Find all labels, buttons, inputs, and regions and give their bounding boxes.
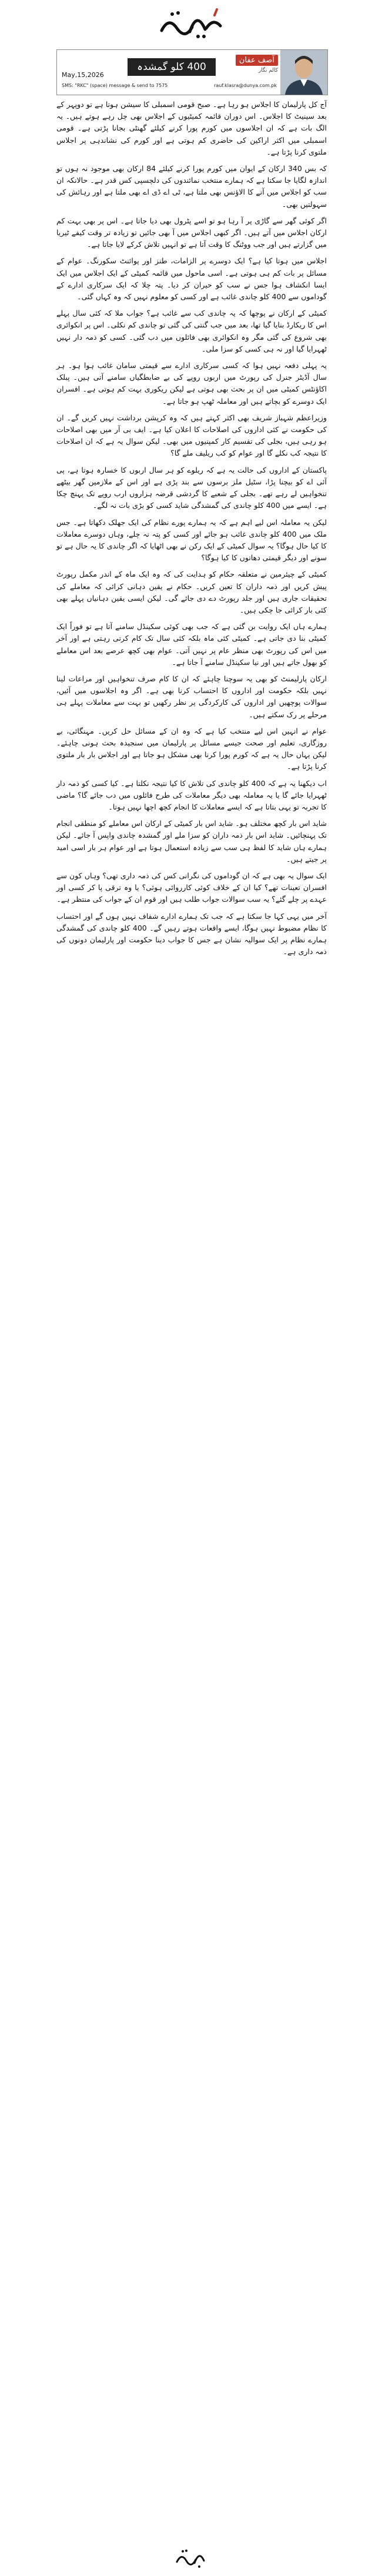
columnist-photo-icon — [280, 50, 327, 95]
article-paragraph: اجلاس میں ہوتا کیا ہے؟ ایک دوسرے پر الزامات، طنز اور پوائنٹ سکورنگ۔ عوام کے مسائل پر بات کم ہی ہوتی ہے۔ اسی ماحول میں قائمہ کمیٹی کے ایک اجلاس میں ایک ایسا انکشاف ہوا جس نے سب کو حیران کر دیا۔ پتہ چلا کہ ایک سرکاری ادارے کے گوداموں سے 400 کلو چاندی غائب ہے اور کسی کو معلوم نہیں کہ وہ کہاں گئی۔ — [56, 256, 327, 302]
author-email-link[interactable]: rauf.klasra@dunya.com.pk — [214, 83, 277, 88]
article-paragraph: اگر کوئی گھر سے گاڑی پر آ رہا ہو تو اسے پٹرول بھی دیا جاتا ہے۔ اس پر بھی بہت کم ارکان اجلاس میں آتے ہیں۔ اگر کبھی اجلاس میں آ بھی جائیں تو زیادہ تر وقت کیفے ٹیریا میں گزارتے ہیں اور جب ووٹنگ کا وقت آتا ہے تو انہیں تلاش کرکے لایا جاتا ہے۔ — [56, 216, 327, 249]
masthead — [0, 0, 382, 47]
article-paragraph: ارکان پارلیمنٹ کو بھی یہ سوچنا چاہئے کہ ان کا کام صرف تنخواہیں اور مراعات لینا نہیں بلکہ حکومت اور اداروں کا احتساب کرنا بھی ہے۔ اگر وہ اجلاسوں میں آئیں، سوالات پوچھیں اور اداروں کی کارکردگی پر نظر رکھیں تو بہت سے معاملات پہلے ہی مرحلے پر رک سکتے ہیں۔ — [56, 674, 327, 719]
article-paragraph: لیکن یہ معاملہ اس لیے اہم ہے کہ یہ ہمارے پورے نظام کی ایک جھلک دکھاتا ہے۔ جس ملک میں 400 کلو چاندی غائب ہو جائے اور کسی کو پتہ نہ چلے، وہاں دوسرے معاملات کا کیا حال ہوگا؟ یہ سوال کمیٹی کے ایک رکن نے بھی اٹھایا کہ اگر چاندی کا یہ حال ہے تو سونے اور دیگر قیمتی دھاتوں کا کیا ہوگا؟ — [56, 517, 327, 563]
article-body — [56, 99, 327, 962]
column-date: May,15,2026 — [62, 71, 104, 79]
article-paragraph: ایک سوال یہ بھی ہے کہ ان گوداموں کی نگرانی کس کی ذمہ داری تھی؟ وہاں کون سے افسران تعینات تھے؟ کیا ان کے خلاف کوئی کارروائی ہوئی؟ یا وہ ترقی پا کر کسی اور عہدے پر چلے گئے؟ یہ سب سوالات جواب طلب ہیں اور قوم ان کے جواب کی منتظر ہے۔ — [56, 871, 327, 904]
article-paragraph: آخر میں یہی کہا جا سکتا ہے کہ جب تک ہمارے ادارے شفاف نہیں ہوں گے اور احتساب کا نظام مضبوط نہیں ہوگا، ایسے واقعات ہوتے رہیں گے۔ 400 کلو چاندی کی گمشدگی ہمارے نظام پر ایک سوالیہ نشان ہے جس کا جواب دینا حکومت اور پارلیمان دونوں کی ذمہ داری ہے۔ — [56, 911, 327, 956]
article-paragraph: کہ بس 340 ارکان کے ایوان میں کورم پورا کرنے کیلئے 84 ارکان بھی موجود نہ ہوں تو اندازہ لگایا جا سکتا ہے کہ ہمارے منتخب نمائندوں کی دلچسپی کس قدر ہے۔ حالانکہ ان سب کو اجلاس میں آنے کا الاؤنس بھی ملتا ہے، ٹی اے ڈی اے بھی ملتا ہے اور رہائش کی سہولتیں بھی۔ — [56, 164, 327, 209]
dunya-newspaper-logo-icon — [173, 2545, 209, 2569]
column-header — [56, 49, 328, 95]
column-title: 400 کلو گمشدہ چاندی کی تلاش — [128, 58, 216, 76]
dunya-newspaper-logo-icon[interactable] — [156, 5, 226, 42]
author-name: آصف عفان — [236, 55, 278, 66]
article-paragraph: ہمارے ہاں ایک روایت بن گئی ہے کہ جب بھی کوئی سکینڈل سامنے آتا ہے تو فوراً ایک کمیٹی بنا دی جاتی ہے۔ کمیٹی کئی ماہ بلکہ کئی سال تک کام کرتی رہتی ہے اور آخر میں اس کی رپورٹ بھی منظر عام پر نہیں آتی۔ عوام بھی کچھ عرصے بعد اس معاملے کو بھول جاتے ہیں اور نیا سکینڈل سامنے آ جاتا ہے۔ — [56, 622, 327, 667]
article-paragraph: پاکستان کے اداروں کی حالت یہ ہے کہ ریلوے کو ہر سال اربوں کا خسارہ ہوتا ہے، پی آئی اے کو بیچنا پڑا، سٹیل ملز برسوں سے بند پڑی ہے اور اس کے ملازمین گھر بیٹھے تنخواہیں لے رہے تھے۔ بجلی کے شعبے کا گردشی قرضہ ہزاروں ارب روپے تک پہنچ چکا ہے۔ ایسے میں 400 کلو چاندی کی گمشدگی شاید کسی کو بڑی بات نہ لگے۔ — [56, 465, 327, 510]
article-paragraph: کمیٹی کے چیئرمین نے متعلقہ حکام کو ہدایت کی کہ وہ ایک ماہ کے اندر مکمل رپورٹ پیش کریں اور ذمہ داران کا تعین کریں۔ حکام نے یقین دہانی کرائی کہ معاملے کی تحقیقات جاری ہیں اور جلد رپورٹ دے دی جائے گی۔ لیکن ایسی یقین دہانیاں پہلے بھی کئی بار کرائی جا چکی ہیں۔ — [56, 570, 327, 614]
author-subtitle: کالم نگار — [258, 68, 278, 73]
article-paragraph: یہ پہلی دفعہ نہیں ہوا کہ کسی سرکاری ادارے سے قیمتی سامان غائب ہوا ہو۔ ہر سال آڈیٹر جنرل کی رپورٹ میں اربوں روپے کی بے ضابطگیاں سامنے آتی ہیں۔ پبلک اکاؤنٹس کمیٹی میں ان پر بحث بھی ہوتی ہے لیکن ریکوری بہت کم ہوتی ہے۔ افسران ایک دوسرے کو بچاتے ہیں اور معاملہ ٹھپ ہو جاتا ہے۔ — [56, 361, 327, 406]
article-paragraph: عوام نے انہیں اس لیے منتخب کیا ہے کہ وہ ان کے مسائل حل کریں۔ مہنگائی، بے روزگاری، تعلیم اور صحت جیسے مسائل پر پارلیمان میں سنجیدہ بحث ہونی چاہئے۔ لیکن یہاں حال یہ ہے کہ کورم پورا کرنا بھی مشکل ہو جاتا ہے اور اجلاس بار بار ملتوی کرنا پڑتا ہے۔ — [56, 726, 327, 771]
author-box — [219, 53, 278, 77]
sms-info: SMS: "RKC" (space) message & send to 7575 — [62, 83, 168, 88]
article-paragraph: کمیٹی کے ارکان نے پوچھا کہ یہ چاندی کب سے غائب ہے؟ جواب ملا کہ کئی سال پہلے اس کا ریکارڈ بنایا گیا تھا، بعد میں جب گنتی کی گئی تو چاندی کم نکلی۔ اس پر انکوائری بھی شروع کی گئی مگر وہ انکوائری بھی فائلوں میں دب گئی۔ کسی کو ذمہ دار نہیں ٹھہرایا گیا اور نہ ہی کسی کو سزا ملی۔ — [56, 309, 327, 353]
article-paragraph: وزیراعظم شہباز شریف بھی اکثر کہتے ہیں کہ وہ کرپشن برداشت نہیں کریں گے۔ ان کی حکومت نے کئی اداروں کی اصلاحات کا اعلان کیا ہے۔ ایف بی آر میں بھی اصلاحات ہو رہی ہیں، بجلی کی تقسیم کار کمپنیوں میں بھی۔ لیکن سوال یہ ہے کہ ان اصلاحات کا نتیجہ کب نکلے گا اور عوام کو کب ریلیف ملے گا؟ — [56, 413, 327, 458]
article-paragraph: اب دیکھنا یہ ہے کہ 400 کلو چاندی کی تلاش کا کیا نتیجہ نکلتا ہے۔ کیا کسی کو ذمہ دار ٹھہرایا جائے گا یا یہ معاملہ بھی دیگر معاملات کی طرح فائلوں میں دب جائے گا؟ ماضی کا تجربہ تو یہی بتاتا ہے کہ ایسے معاملات کا انجام کچھ اچھا نہیں ہوتا۔ — [56, 778, 327, 811]
article-paragraph: آج کل پارلیمان کا اجلاس ہو رہا ہے۔ صبح قومی اسمبلی کا سیشن ہوتا ہے تو دوپہر کے بعد سینیٹ کا اجلاس۔ اس دوران قائمہ کمیٹیوں کے اجلاس بھی چل رہے ہوتے ہیں۔ یہ الگ بات ہے کہ ان اجلاسوں میں کورم پورا کرنے کیلئے گھنٹی بجانا پڑتی ہے۔ قومی اسمبلی میں اکثر اراکین کی حاضری کم ہوتی ہے اور کورم کی نشاندہی پر اجلاس ملتوی کرنا پڑتا ہے۔ — [56, 100, 327, 156]
article-paragraph: شاید اس بار کچھ مختلف ہو۔ شاید اس بار کمیٹی کے ارکان اس معاملے کو منطقی انجام تک پہنچائیں۔ شاید اس بار ذمہ داران کو سزا ملے اور گمشدہ چاندی واپس آ جائے۔ لیکن ہمارے ہاں شاید کا لفظ ہی سب سے زیادہ استعمال ہوتا ہے اور عوام ہر بار اسی امید پر جیتے ہیں۔ — [56, 819, 327, 864]
